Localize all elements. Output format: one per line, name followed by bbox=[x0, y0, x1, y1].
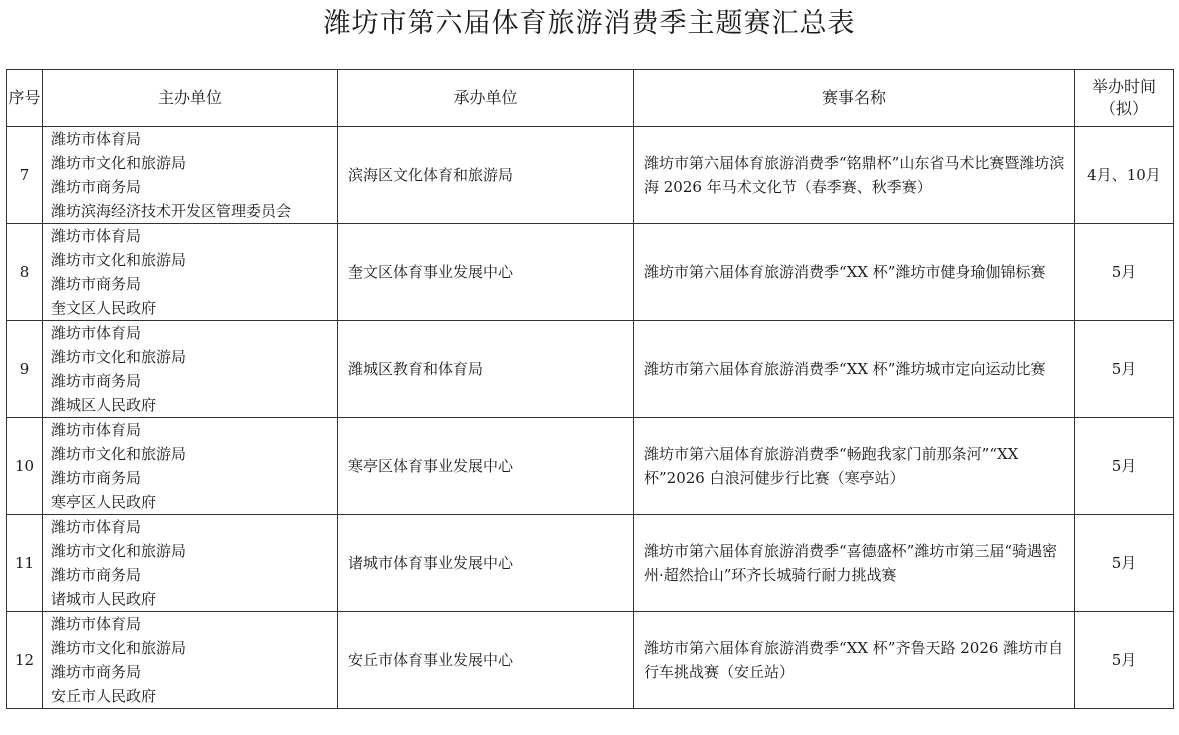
row-hosts bbox=[43, 224, 338, 321]
table-row bbox=[7, 612, 1174, 709]
row-organizer: 诸城市体育事业发展中心 bbox=[338, 515, 634, 612]
row-num: 7 bbox=[7, 127, 43, 224]
row-hosts bbox=[43, 515, 338, 612]
row-event: 潍坊市第六届体育旅游消费季“XX 杯”潍坊市健身瑜伽锦标赛 bbox=[634, 224, 1075, 321]
row-hosts bbox=[43, 418, 338, 515]
table-row bbox=[7, 515, 1174, 612]
host-line: 潍坊市文化和旅游局 bbox=[51, 348, 187, 366]
host-line: 潍坊市体育局 bbox=[51, 518, 142, 536]
row-event: 潍坊市第六届体育旅游消费季“铭鼎杯”山东省马术比赛暨潍坊滨海 2026 年马术文化节（春季赛、秋季赛） bbox=[634, 127, 1075, 224]
host-line: 诸城市人民政府 bbox=[51, 590, 157, 608]
row-hosts bbox=[43, 321, 338, 418]
host-line: 潍坊市商务局 bbox=[51, 663, 142, 681]
row-event: 潍坊市第六届体育旅游消费季“畅跑我家门前那条河”“XX 杯”2026 白浪河健步行比赛（寒亭站） bbox=[634, 418, 1075, 515]
events-table bbox=[6, 69, 1174, 709]
row-organizer: 安丘市体育事业发展中心 bbox=[338, 612, 634, 709]
header-num: 序号 bbox=[7, 70, 43, 127]
host-line: 潍坊市商务局 bbox=[51, 178, 142, 196]
host-line: 潍城区人民政府 bbox=[51, 396, 157, 414]
host-line: 潍坊市体育局 bbox=[51, 615, 142, 633]
table-row bbox=[7, 321, 1174, 418]
row-num: 9 bbox=[7, 321, 43, 418]
row-organizer: 寒亭区体育事业发展中心 bbox=[338, 418, 634, 515]
header-event: 赛事名称 bbox=[634, 70, 1075, 127]
host-line: 潍坊市文化和旅游局 bbox=[51, 445, 187, 463]
header-date: 举办时间（拟） bbox=[1075, 70, 1174, 127]
host-line: 潍坊市文化和旅游局 bbox=[51, 639, 187, 657]
row-event: 潍坊市第六届体育旅游消费季“XX 杯”齐鲁天路 2026 潍坊市自行车挑战赛（安丘站） bbox=[634, 612, 1075, 709]
host-line: 潍坊市体育局 bbox=[51, 130, 142, 148]
host-line: 潍坊市文化和旅游局 bbox=[51, 251, 187, 269]
host-line: 潍坊滨海经济技术开发区管理委员会 bbox=[51, 202, 292, 220]
row-date: 5月 bbox=[1075, 418, 1174, 515]
row-event: 潍坊市第六届体育旅游消费季“XX 杯”潍坊城市定向运动比赛 bbox=[634, 321, 1075, 418]
row-organizer: 奎文区体育事业发展中心 bbox=[338, 224, 634, 321]
host-line: 寒亭区人民政府 bbox=[51, 493, 157, 511]
host-line: 潍坊市商务局 bbox=[51, 566, 142, 584]
host-line: 潍坊市商务局 bbox=[51, 275, 142, 293]
header-organizer: 承办单位 bbox=[338, 70, 634, 127]
row-event: 潍坊市第六届体育旅游消费季“喜德盛杯”潍坊市第三届“骑遇密州·超然拾山”环齐长城骑行耐力挑战赛 bbox=[634, 515, 1075, 612]
table-row bbox=[7, 224, 1174, 321]
row-date: 5月 bbox=[1075, 224, 1174, 321]
host-line: 潍坊市文化和旅游局 bbox=[51, 542, 187, 560]
row-organizer: 潍城区教育和体育局 bbox=[338, 321, 634, 418]
row-date: 5月 bbox=[1075, 515, 1174, 612]
host-line: 潍坊市商务局 bbox=[51, 372, 142, 390]
host-line: 潍坊市体育局 bbox=[51, 324, 142, 342]
table-header-row bbox=[7, 70, 1174, 127]
row-num: 8 bbox=[7, 224, 43, 321]
row-date: 5月 bbox=[1075, 321, 1174, 418]
row-date: 5月 bbox=[1075, 612, 1174, 709]
host-line: 潍坊市商务局 bbox=[51, 469, 142, 487]
row-hosts bbox=[43, 127, 338, 224]
table-row bbox=[7, 418, 1174, 515]
host-line: 奎文区人民政府 bbox=[51, 299, 157, 317]
row-num: 10 bbox=[7, 418, 43, 515]
host-line: 潍坊市文化和旅游局 bbox=[51, 154, 187, 172]
row-date: 4月、10月 bbox=[1075, 127, 1174, 224]
host-line: 潍坊市体育局 bbox=[51, 227, 142, 245]
row-num: 11 bbox=[7, 515, 43, 612]
row-organizer: 滨海区文化体育和旅游局 bbox=[338, 127, 634, 224]
row-hosts bbox=[43, 612, 338, 709]
page-title: 潍坊市第六届体育旅游消费季主题赛汇总表 bbox=[323, 8, 856, 39]
table-row bbox=[7, 127, 1174, 224]
host-line: 潍坊市体育局 bbox=[51, 421, 142, 439]
header-host: 主办单位 bbox=[43, 70, 338, 127]
row-num: 12 bbox=[7, 612, 43, 709]
host-line: 安丘市人民政府 bbox=[51, 687, 157, 705]
